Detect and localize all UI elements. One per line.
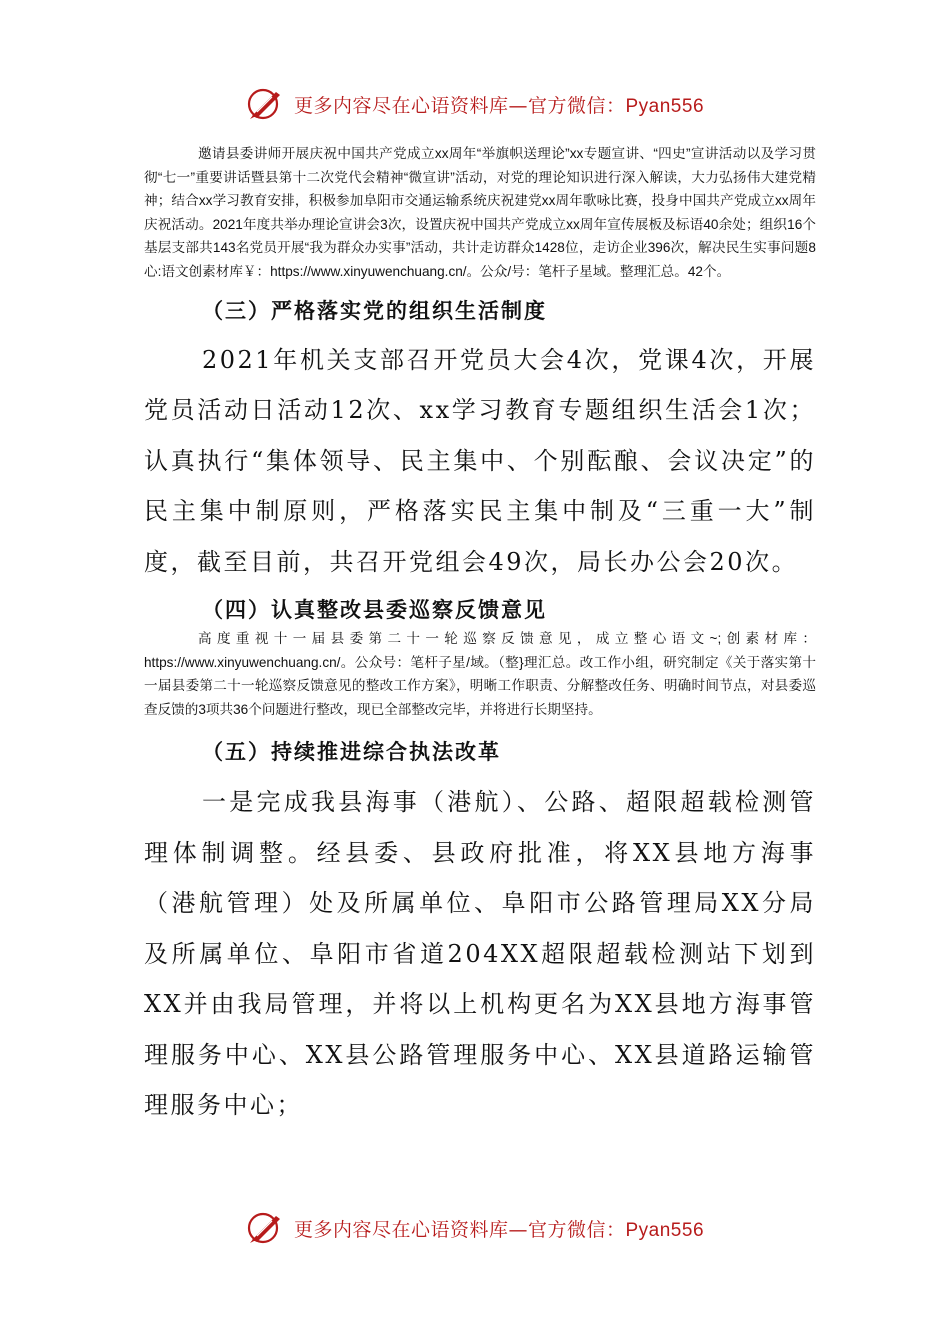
banner-text-cn: 更多内容尽在心语资料库—官方微信：	[293, 94, 626, 117]
section-heading-4: （四）认真整改县委巡察反馈意见	[202, 597, 547, 623]
banner-text	[294, 91, 704, 118]
pen-quill-logo-icon	[246, 1210, 286, 1246]
paragraph-law-enforcement-reform: 一是完成我县海事（港航）、公路、超限超载检测管理体制调整。经县委、县政府批准，将XX县地方海事（港航管理）处及所属单位、阜阳市公路管理局XX分局及所属单位、阜阳市省道204XX超限超载检测站下划到XX并由我局管理，并将以上机构更名为XX县地方海事管理服务中心、XX县公路管理服务中心、XX县道路运输管理服务中心；	[144, 788, 816, 1120]
banner-text-wechat-id: Pyan556	[625, 1219, 705, 1241]
document-body	[144, 142, 816, 1131]
paragraph-organization-life: 2021年机关支部召开党员大会4次，党课4次，开展党员活动日活动12次、xx学习教育专题组织生活会1次；认真执行“集体领导、民主集中、个别酝酿、会议决定”的民主集中制原则，严格落实民主集中制及“三重一大”制度，截至目前，共召开党组会49次，局长办公会20次。	[144, 345, 816, 576]
pen-quill-logo-icon	[246, 86, 286, 122]
paragraph-inspection-rectification: 高度重视十一届县委第二十一轮巡察反馈意见，成立整心语文~;创素材库：https://www.xinyuwenchuang.cn/。公众号：笔杆子星/域。（整}理汇总。改工作小组，研究制定《关于落实第十一届县委第二十一轮巡察反馈意见的整改工作方案》，明晰工作职责、分解整改任务、明确时间节点，对县委巡查反馈的3项共36个问题进行整改，现已全部整改完毕，并将进行长期坚持。	[144, 631, 816, 717]
footer-banner	[0, 1208, 950, 1248]
section-heading-3: （三）严格落实党的组织生活制度	[202, 297, 547, 323]
banner-text-cn: 更多内容尽在心语资料库—官方微信：	[293, 1218, 626, 1241]
header-banner	[0, 84, 950, 124]
paragraph-theory-lectures: 邀请县委讲师开展庆祝中国共产党成立xx周年“举旗帜送理论”xx专题宣讲、“四史”宣讲活动以及学习贯彻“七一”重要讲话暨县第十二次党代会精神“微宣讲”活动，对党的理论知识进行深入解读，大力弘扬伟大建党精神；结合xx学习教育安排，积极参加阜阳市交通运输系统庆祝建党xx周年歌咏比赛，投身中国共产党成立xx周年庆祝活动。2021年度共举办理论宣讲会3次，设置庆祝中国共产党成立xx周年宣传展板及标语40余处；组织16个基层支部共143名党员开展“我为群众办实事”活动，共计走访群众1428位，走访企业396次，解决民生实事问题8心:语文创素材库￥：https://www.xinyuwenchuang.cn/。公众/号：笔杆子星域。整理汇总。42个。	[144, 146, 816, 279]
section-heading-5: （五）持续推进综合执法改革	[202, 739, 501, 765]
banner-text	[294, 1215, 704, 1242]
banner-text-wechat-id: Pyan556	[625, 95, 705, 117]
